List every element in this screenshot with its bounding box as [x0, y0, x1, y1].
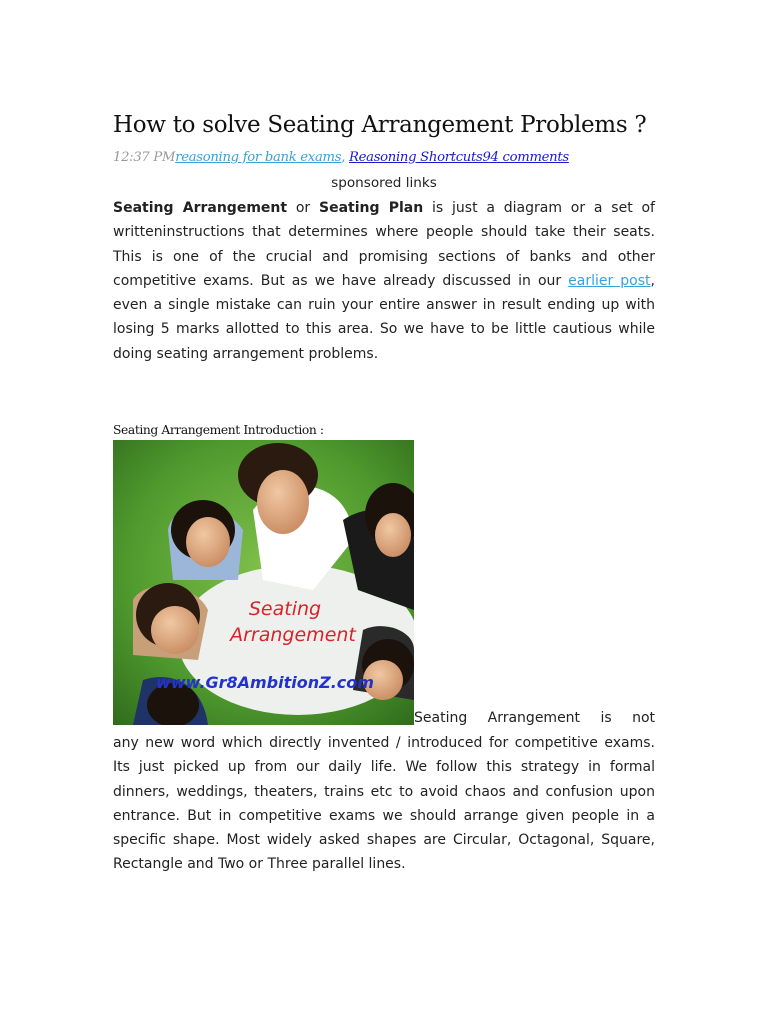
sponsored-links-label: sponsored links	[331, 175, 437, 191]
image-watermark: www.Gr8AmbitionZ.com	[156, 673, 374, 692]
seating-arrangement-image	[113, 440, 414, 725]
intro-paragraph	[113, 196, 655, 366]
paragraph-text-b: , even a single mistake can ruin your entire answer in result ending up with losing 5 marks allotted to this area. So we have to be little cautious while doing seating arrangement problems.	[113, 272, 655, 362]
paragraph-text-a: is just a diagram or a set of writteninstructions that determines where people should take their seats. This is one of the crucial and promising sections of banks and other competitive exams. But as we have already discussed in our	[113, 200, 655, 289]
earlier-post-link[interactable]: earlier post	[568, 272, 651, 289]
paragraph-two: any new word which directly invented / introduced for competitive exams. Its just picked up from our daily life. We follow this strategy in formal dinners, weddings, theaters, trains etc to avoid chaos and confusion upon entrance. But in competitive exams we should arrange given people in a specific shape. Most widely asked shapes are Circular, Octagonal, Square, Rectangle and Two or Three parallel lines.	[113, 735, 655, 873]
image-caption-line2: Arrangement	[230, 624, 356, 646]
bold-s: S	[113, 200, 124, 216]
image-caption-line1: Seating	[248, 598, 322, 620]
post-title: How to solve Seating Arrangement Problems ?	[113, 112, 647, 138]
section-label: Seating Arrangement Introduction :	[113, 423, 324, 437]
category-link-reasoning-shortcuts[interactable]: Reasoning Shortcuts	[349, 150, 483, 165]
post-meta	[113, 150, 569, 165]
category-separator: ,	[341, 150, 346, 165]
category-link-bank-exams[interactable]: reasoning for bank exams	[175, 150, 342, 165]
paragraph-two-first-line: Seating Arrangement is not	[414, 710, 655, 726]
bold-seating-arrangement: eating Arrangement	[123, 200, 288, 216]
or-text: or	[287, 200, 319, 216]
bold-seating-plan: Seating Plan	[319, 200, 424, 216]
comments-link[interactable]: 94 comments	[482, 150, 569, 165]
post-time: 12:37 PM	[113, 150, 176, 165]
